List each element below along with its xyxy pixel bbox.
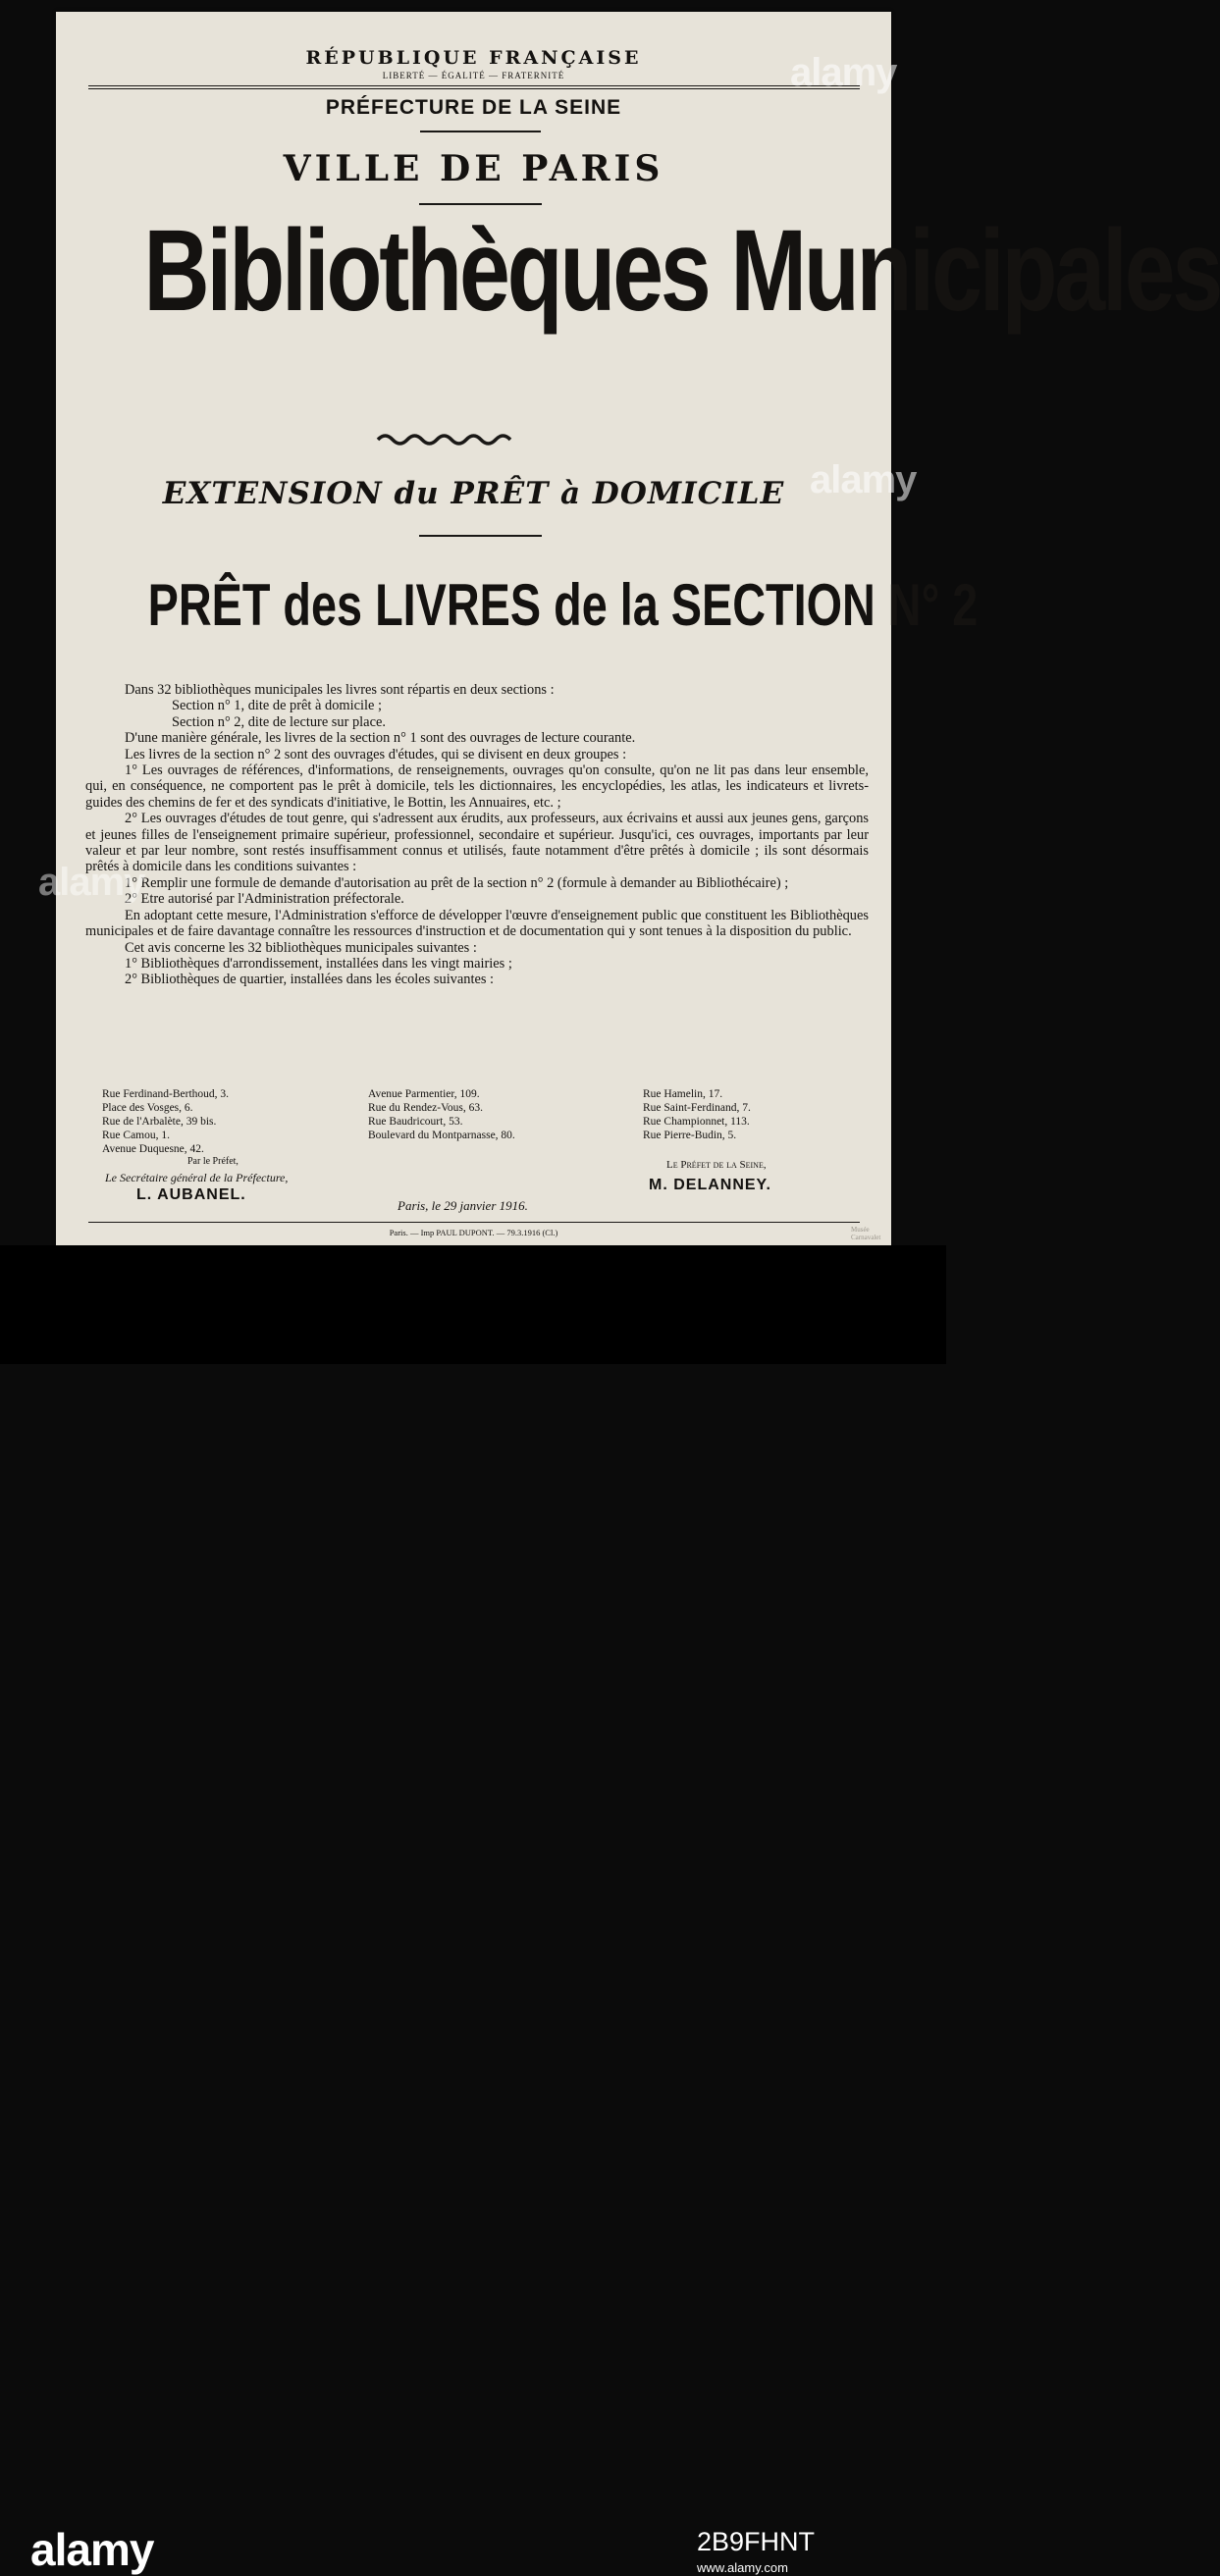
address-column-3 bbox=[643, 1087, 751, 1142]
address-item: Avenue Parmentier, 109. bbox=[368, 1088, 480, 1100]
paragraph: 1° Bibliothèques d'arrondissement, installées dans les vingt mairies ; bbox=[125, 955, 512, 972]
paragraph: En adoptant cette mesure, l'Administration s'efforce de développer l'œuvre d'enseignement public que constituent les Bibliothèques municipales et de faire davantage connaître les ressources d'instruction et de documentation qui y sont tenues à la disposition du public. bbox=[85, 907, 869, 940]
secretaire-general: Le Secrétaire général de la Préfecture, bbox=[105, 1171, 289, 1184]
paragraph: 2° Les ouvrages d'études de tout genre, qui s'adressent aux érudits, aux professeurs, aux écrivains et aussi aux jeunes gens, garçons et jeunes filles de l'enseignement primaire supérieur, professionnel, secondaire et supérieur. Jusqu'ici, ces ouvrages, importants par leur valeur et par leur nombre, sont restés insuffisamment connus et utilisés, faute notamment d'être prêtés à domicile ; ils sont désormais prêtés à domicile dans les conditions suivantes : bbox=[85, 811, 869, 875]
signature-delanney: M. DELANNEY. bbox=[649, 1177, 771, 1193]
address-item: Rue Pierre-Budin, 5. bbox=[643, 1130, 737, 1141]
watermark: alamy bbox=[38, 861, 145, 904]
poster bbox=[38, 12, 1220, 1245]
wave-ornament bbox=[376, 430, 513, 449]
paragraph: 2° Etre autorisé par l'Administration préfectorale. bbox=[125, 891, 404, 908]
alamy-logo: alamy bbox=[30, 2524, 154, 2575]
address-item: Rue Ferdinand-Berthoud, 3. bbox=[102, 1088, 230, 1100]
watermark: alamy bbox=[790, 51, 897, 94]
address-item: Rue Hamelin, 17. bbox=[643, 1088, 723, 1100]
date-line: Paris, le 29 janvier 1916. bbox=[398, 1198, 528, 1213]
paragraph: 1° Remplir une formule de demande d'autorisation au prêt de la section n° 2 (formule à demander au Bibliothécaire) ; bbox=[125, 874, 789, 891]
paragraph: Les livres de la section n° 2 sont des ouvrages d'études, qui se divisent en deux groupes : bbox=[125, 746, 627, 762]
ville-heading: VILLE DE PARIS bbox=[283, 148, 664, 189]
image-id: 2B9FHNT bbox=[697, 2527, 816, 2556]
divider-prefecture bbox=[420, 131, 541, 132]
alamy-url[interactable]: www.alamy.com bbox=[697, 2560, 788, 2575]
paragraph: Cet avis concerne les 32 bibliothèques municipales suivantes : bbox=[125, 939, 477, 956]
prefecture-heading: PRÉFECTURE DE LA SEINE bbox=[325, 96, 622, 119]
museum-stamp: Musée Carnavalet bbox=[851, 1226, 881, 1241]
address-item: Rue Baudricourt, 53. bbox=[368, 1116, 463, 1128]
address-column-2 bbox=[368, 1087, 515, 1142]
section-heading: PRÊT des LIVRES de la SECTION N° 2 bbox=[147, 572, 979, 638]
par-le-prefet: Par le Préfet, bbox=[187, 1156, 239, 1167]
paragraph: D'une manière générale, les livres de la section n° 1 sont des ouvrages de lecture courante. bbox=[125, 730, 636, 747]
divider-extension bbox=[419, 535, 542, 537]
republique-heading: RÉPUBLIQUE FRANÇAISE bbox=[305, 47, 642, 69]
le-prefet-de-la-seine: Le Préfet de la Seine, bbox=[666, 1159, 767, 1171]
address-item: Rue Camou, 1. bbox=[102, 1130, 170, 1141]
main-title: Bibliothèques Municipales bbox=[143, 206, 1220, 336]
bottom-divider bbox=[88, 1222, 860, 1223]
extension-heading: EXTENSION du PRÊT à DOMICILE bbox=[162, 476, 785, 511]
address-item: Boulevard du Montparnasse, 80. bbox=[368, 1130, 515, 1141]
devise: LIBERTÉ — ÉGALITÉ — FRATERNITÉ bbox=[382, 71, 565, 80]
top-divider bbox=[88, 85, 860, 86]
body-text bbox=[85, 682, 869, 988]
stock-footer bbox=[0, 1245, 946, 2575]
paragraph: Dans 32 bibliothèques municipales les livres sont répartis en deux sections : bbox=[125, 682, 555, 698]
address-item: Avenue Duquesne, 42. bbox=[102, 1143, 204, 1155]
signature-aubanel: L. AUBANEL. bbox=[136, 1186, 246, 1203]
address-item: Rue Championnet, 113. bbox=[643, 1116, 750, 1128]
address-item: Rue Saint-Ferdinand, 7. bbox=[643, 1102, 751, 1114]
address-item: Rue du Rendez-Vous, 63. bbox=[368, 1102, 484, 1114]
watermark: alamy bbox=[810, 458, 917, 501]
top-divider-second bbox=[88, 88, 860, 89]
paragraph: 1° Les ouvrages de références, d'informations, de renseignements, ouvrages qu'on consulte, qu'on ne lit pas dans leur ensemble, qui, en conséquence, ne comportent pas le prêt à domicile, tels les dictionnaires, les encyclopédies, les atlas, les indicateurs et livrets-guides des chemins de fer et des syndicats d'initiative, le Bottin, les Annuaires, etc. ; bbox=[85, 762, 869, 811]
address-column-1 bbox=[102, 1087, 229, 1156]
paragraph: Section n° 2, dite de lecture sur place. bbox=[172, 713, 386, 730]
paragraph: 2° Bibliothèques de quartier, installées dans les écoles suivantes : bbox=[125, 972, 495, 988]
paragraph: Section n° 1, dite de prêt à domicile ; bbox=[172, 698, 382, 714]
imprint-line: Paris. — Imp PAUL DUPONT. — 79.3.1916 (Cl.) bbox=[389, 1228, 558, 1237]
address-item: Place des Vosges, 6. bbox=[102, 1102, 193, 1114]
address-item: Rue de l'Arbalète, 39 bis. bbox=[102, 1116, 217, 1128]
